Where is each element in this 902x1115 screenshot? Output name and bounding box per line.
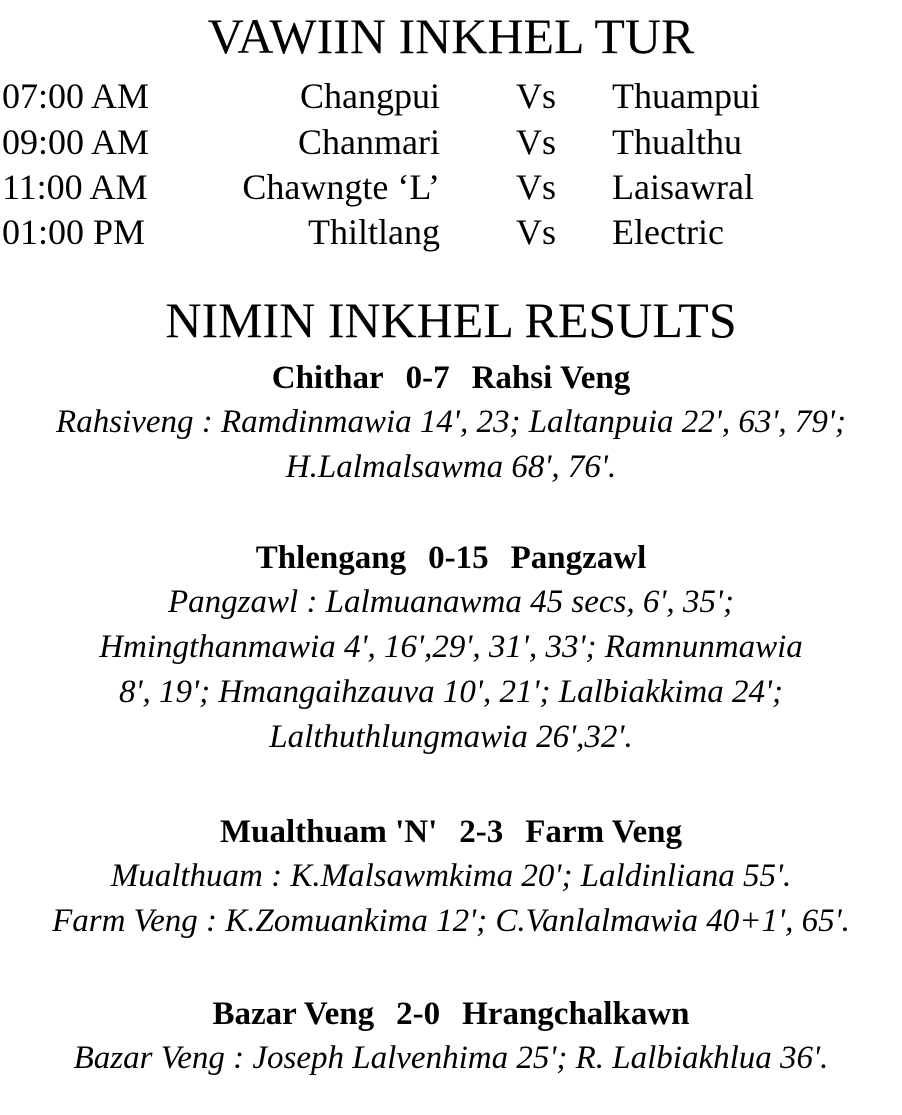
match-score-line bbox=[0, 356, 902, 400]
fixture-vs: Vs bbox=[516, 122, 557, 162]
fixture-away-team: Laisawral bbox=[612, 167, 754, 207]
scorers-line: Farm Veng : K.Zomuankima 12'; C.Vanlalmawia 40+1', 65'. bbox=[52, 903, 850, 939]
away-team: Pangzawl bbox=[510, 540, 647, 576]
fixture-home-team: Chanmari bbox=[298, 122, 440, 162]
fixture-away-team: Thualthu bbox=[612, 122, 742, 162]
fixture-away-team: Thuampui bbox=[612, 76, 760, 116]
fixture-time: 01:00 PM bbox=[2, 212, 146, 252]
score: 0-15 bbox=[428, 540, 489, 576]
fixture-away-team: Electric bbox=[612, 212, 724, 252]
fixture-vs: Vs bbox=[516, 76, 557, 116]
fixture-row bbox=[0, 209, 902, 255]
fixture-row bbox=[0, 164, 902, 210]
home-team: Chithar bbox=[271, 360, 384, 396]
away-team: Rahsi Veng bbox=[471, 360, 631, 396]
scorers-line: Hmingthanmawia 4', 16',29', 31', 33'; Ramnunmawia bbox=[99, 629, 803, 665]
fixture-time: 09:00 AM bbox=[2, 122, 150, 162]
away-team: Hrangchalkawn bbox=[462, 996, 690, 1032]
fixture-time: 11:00 AM bbox=[2, 167, 148, 207]
score: 2-0 bbox=[396, 996, 441, 1032]
home-team: Mualthuam 'N' bbox=[219, 814, 438, 850]
scorers-line: Pangzawl : Lalmuanawma 45 secs, 6', 35'; bbox=[168, 584, 734, 620]
fixture-vs: Vs bbox=[516, 212, 557, 252]
result-block bbox=[0, 356, 902, 490]
result-block bbox=[0, 992, 902, 1081]
scorers-line: Mualthuam : K.Malsawmkima 20'; Laldinliana 55'. bbox=[110, 858, 792, 894]
fixture-time: 07:00 AM bbox=[2, 76, 150, 116]
score: 0-7 bbox=[405, 360, 450, 396]
match-score-line bbox=[0, 992, 902, 1036]
fixture-vs: Vs bbox=[516, 167, 557, 207]
score: 2-3 bbox=[459, 814, 504, 850]
fixture-row bbox=[0, 119, 902, 165]
fixture-row bbox=[0, 73, 902, 119]
scorers-line: Rahsiveng : Ramdinmawia 14', 23; Laltanpuia 22', 63', 79'; bbox=[56, 404, 846, 440]
home-team: Bazar Veng bbox=[212, 996, 375, 1032]
result-block bbox=[0, 536, 902, 760]
upcoming-fixtures-heading: VAWIIN INKHEL TUR bbox=[207, 8, 695, 64]
fixture-home-team: Changpui bbox=[300, 76, 440, 116]
scorers-line: Lalthuthlungmawia 26',32'. bbox=[269, 719, 633, 755]
scorers-line: H.Lalmalsawma 68', 76'. bbox=[285, 449, 617, 485]
away-team: Farm Veng bbox=[525, 814, 683, 850]
results-heading: NIMIN INKHEL RESULTS bbox=[165, 292, 737, 348]
home-team: Thlengang bbox=[255, 540, 407, 576]
scorers-line: 8', 19'; Hmangaihzauva 10', 21'; Lalbiakkima 24'; bbox=[118, 674, 784, 710]
result-block bbox=[0, 810, 902, 944]
fixture-home-team: Chawngte ‘L’ bbox=[242, 167, 440, 207]
match-score-line bbox=[0, 810, 902, 854]
scorers-line: Bazar Veng : Joseph Lalvenhima 25'; R. Lalbiakhlua 36'. bbox=[73, 1040, 829, 1076]
fixture-home-team: Thiltlang bbox=[308, 212, 440, 252]
match-score-line bbox=[0, 536, 902, 580]
